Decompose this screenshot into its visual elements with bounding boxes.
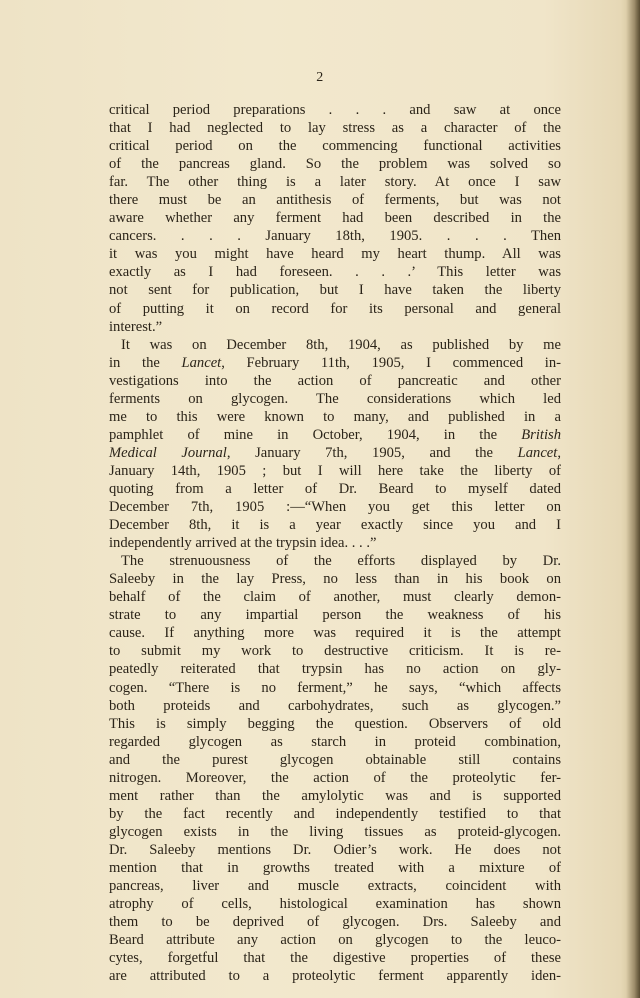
text-line: December 8th, it is a year exactly since you and I xyxy=(109,517,561,534)
text-line: are attributed to a proteolytic ferment apparently iden- xyxy=(109,968,561,985)
text-line: them to be deprived of glycogen. Drs. Saleeby and xyxy=(109,914,561,931)
body-text xyxy=(109,101,561,985)
text-line: peatedly reiterated that trypsin has no action on gly- xyxy=(109,661,561,678)
text-line: atrophy of cells, histological examination has shown xyxy=(109,896,561,913)
text-line: of the pancreas gland. So the problem was solved so xyxy=(109,156,561,173)
text-line: quoting from a letter of Dr. Beard to myself dated xyxy=(109,480,561,497)
text-line: critical period on the commencing functional activities xyxy=(109,138,561,155)
text-line: exactly as I had foreseen. . . .’ This letter was xyxy=(109,264,561,281)
text-line: independently arrived at the trypsin idea. . . .” xyxy=(109,535,377,552)
text-line: pancreas, liver and muscle extracts, coincident with xyxy=(109,878,561,895)
text-line: ferments on glycogen. The considerations which led xyxy=(109,390,561,407)
text-line: of putting it on record for its personal and general xyxy=(109,300,561,317)
text-line: behalf of the claim of another, must clearly demon- xyxy=(109,589,561,606)
text-line: not sent for publication, but I have taken the liberty xyxy=(109,282,561,299)
text-line: nitrogen. Moreover, the action of the proteolytic fer- xyxy=(109,769,561,786)
text-line: It was on December 8th, 1904, as published by me xyxy=(121,336,561,353)
text-line: Saleeby in the lay Press, no less than in his book on xyxy=(109,571,561,588)
text-line: in the Lancet, February 11th, 1905, I commenced in- xyxy=(109,354,562,371)
text-line: that I had neglected to lay stress as a character of the xyxy=(109,120,561,137)
text-line: regarded glycogen as starch in proteid combination, xyxy=(109,733,561,750)
text-line: January 14th, 1905 ; but I will here take the liberty of xyxy=(109,462,561,479)
text-line: mention that in growths treated with a mixture of xyxy=(109,859,561,876)
text-line: and the purest glycogen obtainable still contains xyxy=(109,751,561,768)
text-line: This is simply begging the question. Observers of old xyxy=(109,715,561,732)
text-line: it was you might have heard my heart thump. All was xyxy=(109,246,561,263)
page-number: 2 xyxy=(316,70,324,85)
text-line: Beard attribute any action on glycogen to the leuco- xyxy=(109,932,561,949)
text-line: cancers. . . . January 18th, 1905. . . . Then xyxy=(109,228,561,245)
text-line: The strenuousness of the efforts displayed by Dr. xyxy=(121,553,561,570)
text-line: vestigations into the action of pancreatic and other xyxy=(109,372,561,389)
text-line: glycogen exists in the living tissues as proteid-glycogen. xyxy=(109,823,561,840)
page-edge-shadow xyxy=(626,0,640,998)
text-line: cytes, forgetful that the digestive properties of these xyxy=(109,950,561,967)
text-line: December 7th, 1905 :—“When you get this letter on xyxy=(109,499,561,516)
text-line: far. The other thing is a later story. At once I saw xyxy=(109,174,561,191)
text-line: cause. If anything more was required it is the attempt xyxy=(109,625,561,642)
text-line: interest.” xyxy=(109,318,163,335)
text-line: me to this were known to many, and published in a xyxy=(109,408,561,425)
text-line: critical period preparations . . . and saw at once xyxy=(109,102,561,118)
text-line: there must be an antithesis of ferments, but was not xyxy=(109,192,561,209)
text-line: ment rather than the amylolytic was and is supported xyxy=(109,787,561,804)
text-line: Dr. Saleeby mentions Dr. Odier’s work. He does not xyxy=(109,841,561,858)
text-line: aware whether any ferment had been described in the xyxy=(109,210,561,227)
text-line: Medical Journal, January 7th, 1905, and the Lancet, xyxy=(109,444,561,461)
text-line: pamphlet of mine in October, 1904, in the British xyxy=(109,426,561,443)
text-line: strate to any impartial person the weakness of his xyxy=(109,607,561,624)
text-line: to submit my work to destructive criticism. It is re- xyxy=(109,643,561,660)
text-line: cogen. “There is no ferment,” he says, “which affects xyxy=(109,679,561,696)
text-line: by the fact recently and independently testified to that xyxy=(109,805,561,822)
text-line: both proteids and carbohydrates, such as glycogen.” xyxy=(109,697,561,714)
